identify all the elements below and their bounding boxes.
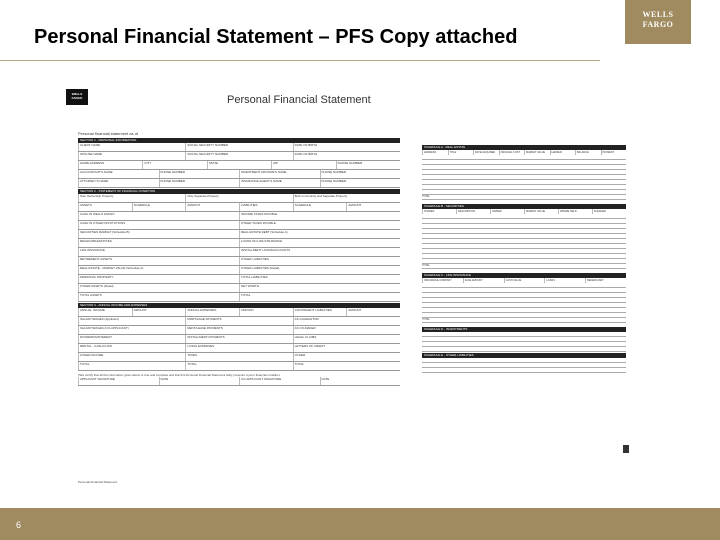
schedule-a-total: TOTAL xyxy=(422,195,626,200)
column-header: MARKET VALUE xyxy=(524,150,550,155)
field-label: LEGAL CLAIMS xyxy=(293,335,400,343)
field-label: REAL ESTATE DEBT (Schedule A) xyxy=(239,230,400,238)
column-header: BALANCE xyxy=(575,150,601,155)
asset-row xyxy=(78,239,400,248)
asset-row xyxy=(78,257,400,266)
field-label: PHONE NUMBER xyxy=(336,161,400,169)
column-header: FACE AMOUNT xyxy=(463,278,504,283)
column-header: AMOUNT xyxy=(346,203,400,211)
asset-row xyxy=(78,212,400,221)
field-label: AS GUARANTOR xyxy=(293,317,400,325)
logo-line-1: WELLS xyxy=(642,10,674,19)
field-label: PHONE NUMBER xyxy=(320,179,401,187)
income-header-row xyxy=(78,308,400,317)
field-label: CASH IN OTHER INSTITUTIONS xyxy=(78,221,239,229)
ownership-options xyxy=(78,194,400,203)
schedule-a-block xyxy=(422,145,626,200)
schedule-d-title: SCHEDULE D - INVESTMENTS xyxy=(422,327,626,332)
asset-row xyxy=(78,221,400,230)
schedule-b-title: SCHEDULE B - SECURITIES xyxy=(422,204,626,209)
field-label: LETTERS OF CREDIT xyxy=(293,344,400,352)
asset-row xyxy=(78,248,400,257)
field-label: TOTAL xyxy=(293,362,400,370)
personal-info-row xyxy=(78,179,400,188)
field-label: STATE xyxy=(207,161,271,169)
field-label: SALARY/WAGES (Applicant) xyxy=(78,317,185,325)
column-header: SCHEDULE xyxy=(132,203,186,211)
field-label: LIFE INSURANCE xyxy=(78,248,239,256)
field-label: INVESTMENT ADVISOR'S NAME xyxy=(239,170,320,178)
field-label: OTHER LIABILITIES xyxy=(239,257,400,265)
income-row xyxy=(78,362,400,371)
equal-housing-lender-icon xyxy=(623,445,629,453)
field-label: LOANS ON LIFE INSURANCE xyxy=(239,239,400,247)
column-header: ASSETS xyxy=(78,203,132,211)
schedule-d-e-block xyxy=(422,327,626,373)
field-label: PHONE NUMBER xyxy=(320,170,401,178)
personal-info-row xyxy=(78,143,400,152)
column-header: ADDRESS xyxy=(422,150,448,155)
column-header: PAYMENT xyxy=(601,150,627,155)
field-label: SECURITIES MARKET (Schedule B) xyxy=(78,230,239,238)
section-income-expenses: SECTION 3 - ANNUAL INCOME AND EXPENSES xyxy=(78,303,400,308)
signature-label: DATE xyxy=(159,377,240,385)
field-label: SOCIAL SECURITY NUMBER xyxy=(185,152,292,160)
column-header: OWNER xyxy=(490,209,524,214)
field-label: ATTORNEY'S NAME xyxy=(78,179,159,187)
ownership-option: Sole Ownership Property xyxy=(78,194,185,202)
column-header: LOANS xyxy=(544,278,585,283)
field-label: RENTAL - CASH FLOW xyxy=(78,344,185,352)
field-label: SOCIAL SECURITY NUMBER xyxy=(185,143,292,151)
page-2-body xyxy=(422,144,626,377)
column-header: AMOUNT xyxy=(346,308,400,316)
column-header: LIABILITIES xyxy=(239,203,293,211)
field-label: PERSONAL PROPERTY xyxy=(78,275,239,283)
schedule-a-columns xyxy=(422,150,626,155)
schedule-line xyxy=(422,368,626,373)
column-header: TITLE xyxy=(448,150,474,155)
schedule-b-columns xyxy=(422,209,626,214)
column-header: SCHEDULE xyxy=(293,203,347,211)
schedule-c-total: TOTAL xyxy=(422,318,626,323)
page-number: 6 xyxy=(16,520,22,530)
asset-row xyxy=(78,293,400,302)
signature-label: APPLICANT SIGNATURE xyxy=(78,377,159,385)
field-label: RECEIVABLES/NOTES xyxy=(78,239,239,247)
column-header: SHARES xyxy=(422,209,456,214)
income-row xyxy=(78,353,400,362)
column-header: DATE ACQUIRED xyxy=(473,150,499,155)
field-label: SALARY/WAGES (CO-APPLICANT) xyxy=(78,326,185,334)
field-label: INCOME TAXES PAYABLE xyxy=(239,212,400,220)
form-body xyxy=(78,137,400,482)
income-row xyxy=(78,326,400,335)
column-header: LENDER xyxy=(550,150,576,155)
field-label: TOTAL ASSETS xyxy=(78,293,239,301)
field-label: CLIENT NAME xyxy=(78,143,185,151)
schedule-e-title: SCHEDULE E - OTHER LIABILITIES xyxy=(422,353,626,358)
field-label: TOTAL LIABILITIES xyxy=(239,275,400,283)
field-label: REAL ESTATE - MARKET VALUE (Schedule A) xyxy=(78,266,239,274)
footer-bar xyxy=(0,508,720,540)
personal-info-row xyxy=(78,161,400,170)
column-header: ANNUAL INCOME xyxy=(78,308,132,316)
schedule-b-block xyxy=(422,204,626,269)
signature-label: DATE xyxy=(320,377,401,385)
field-label: HOME ADDRESS xyxy=(78,161,142,169)
logo-line-2: FARGO xyxy=(642,20,674,29)
field-label: INSURANCE AGENT'S NAME xyxy=(239,179,320,187)
schedule-b-total: TOTAL xyxy=(422,264,626,269)
form-logo-line-2: FARGO xyxy=(71,96,83,100)
field-label: OTHER ASSETS (Detail) xyxy=(78,284,239,292)
pfs-form-page-1 xyxy=(60,75,410,495)
section-financial-condition: SECTION 2 - STATEMENT OF FINANCIAL CONDITION xyxy=(78,189,400,194)
field-label: MORTGAGE PAYMENTS xyxy=(185,317,292,325)
asset-row xyxy=(78,275,400,284)
pfs-form-page-2 xyxy=(418,140,630,458)
field-label: TOTAL xyxy=(239,293,400,301)
field-label: OTHER INCOME xyxy=(78,353,185,361)
schedule-a-title: SCHEDULE A - REAL ESTATE xyxy=(422,145,626,150)
section-personal-info: SECTION 1 - PERSONAL INFORMATION xyxy=(78,138,400,143)
column-header: AMOUNT xyxy=(132,308,186,316)
signature-row xyxy=(78,377,400,386)
form-logo xyxy=(66,89,88,105)
title-divider xyxy=(0,60,600,61)
income-rows xyxy=(78,317,400,371)
field-label: DIVIDENDS/INTEREST xyxy=(78,335,185,343)
field-label: LIVING EXPENSES xyxy=(185,344,292,352)
column-header: WHERE HELD xyxy=(558,209,592,214)
wells-fargo-logo xyxy=(625,0,691,44)
ownership-option: Only Separate Property xyxy=(185,194,292,202)
income-row xyxy=(78,317,400,326)
column-header: AMOUNT xyxy=(239,308,293,316)
field-label: ZIP xyxy=(271,161,335,169)
field-label: PHONE NUMBER xyxy=(159,170,240,178)
personal-info-rows xyxy=(78,143,400,188)
field-label: OTHER LIABILITIES (Detail) xyxy=(239,266,400,274)
column-header: CASH VALUE xyxy=(504,278,545,283)
form-logo-line-1: WELLS xyxy=(71,92,83,96)
signature-label: CO-APPLICANT SIGNATURE xyxy=(239,377,320,385)
field-label: OTHER xyxy=(293,353,400,361)
asset-header-row xyxy=(78,203,400,212)
column-header: INSURANCE COMPANY xyxy=(422,278,463,283)
field-label: SPOUSE NAME xyxy=(78,152,185,160)
personal-info-row xyxy=(78,152,400,161)
certification-text: I/We certify that all the information given above is true and complete and that this Personal Financial Statement fairly presents my/our financial condition. xyxy=(78,373,281,377)
asset-row xyxy=(78,284,400,293)
field-label: ACCOUNTANT'S NAME xyxy=(78,170,159,178)
slide-title: Personal Financial Statement – PFS Copy attached xyxy=(34,26,518,48)
field-label: TOTAL xyxy=(78,362,185,370)
asset-row xyxy=(78,266,400,275)
field-label: RETIREMENT ASSETS xyxy=(78,257,239,265)
asset-row xyxy=(78,230,400,239)
field-label: NET WORTH xyxy=(239,284,400,292)
field-label: TAXES xyxy=(185,353,292,361)
personal-info-row xyxy=(78,170,400,179)
ownership-option: Both community and Separate Property xyxy=(293,194,400,202)
field-label: TOTAL xyxy=(185,362,292,370)
field-label: CITY xyxy=(142,161,206,169)
schedule-c-title: SCHEDULE C - LIFE INSURANCE xyxy=(422,273,626,278)
column-header: AMOUNT xyxy=(185,203,239,211)
field-label: RENT/LEASE PAYMENTS xyxy=(185,326,292,334)
column-header: ANNUAL EXPENSES xyxy=(185,308,239,316)
column-header: MARKET VALUE xyxy=(524,209,558,214)
field-label: OTHER TAXES PAYABLE xyxy=(239,221,400,229)
field-label: PHONE NUMBER xyxy=(159,179,240,187)
field-label: INSTALLMENT LOANS/ACCOUNTS xyxy=(239,248,400,256)
form-heading: Personal Financial Statement xyxy=(227,94,371,106)
asset-rows xyxy=(78,212,400,302)
column-header: ORIGINAL COST xyxy=(499,150,525,155)
column-header: DESCRIPTION xyxy=(456,209,490,214)
field-label: INSTALLMENT PAYMENTS xyxy=(185,335,292,343)
statement-as-of: Personal financial statement as of xyxy=(78,131,139,136)
field-label: DATE OF BIRTH xyxy=(293,152,400,160)
field-label: CASH IN WELLS FARGO xyxy=(78,212,239,220)
schedule-c-columns xyxy=(422,278,626,283)
schedule-c-block xyxy=(422,273,626,323)
field-label: AS CO-MAKER xyxy=(293,326,400,334)
form-footer-note: Personal Financial Statement xyxy=(78,480,118,484)
column-header: PLEDGED xyxy=(592,209,626,214)
column-header: CONTINGENT LIABILITIES xyxy=(293,308,347,316)
column-header: BENEFICIARY xyxy=(585,278,626,283)
schedule-line xyxy=(422,347,626,352)
field-label: DATE OF BIRTH xyxy=(293,143,400,151)
income-row xyxy=(78,335,400,344)
income-row xyxy=(78,344,400,353)
